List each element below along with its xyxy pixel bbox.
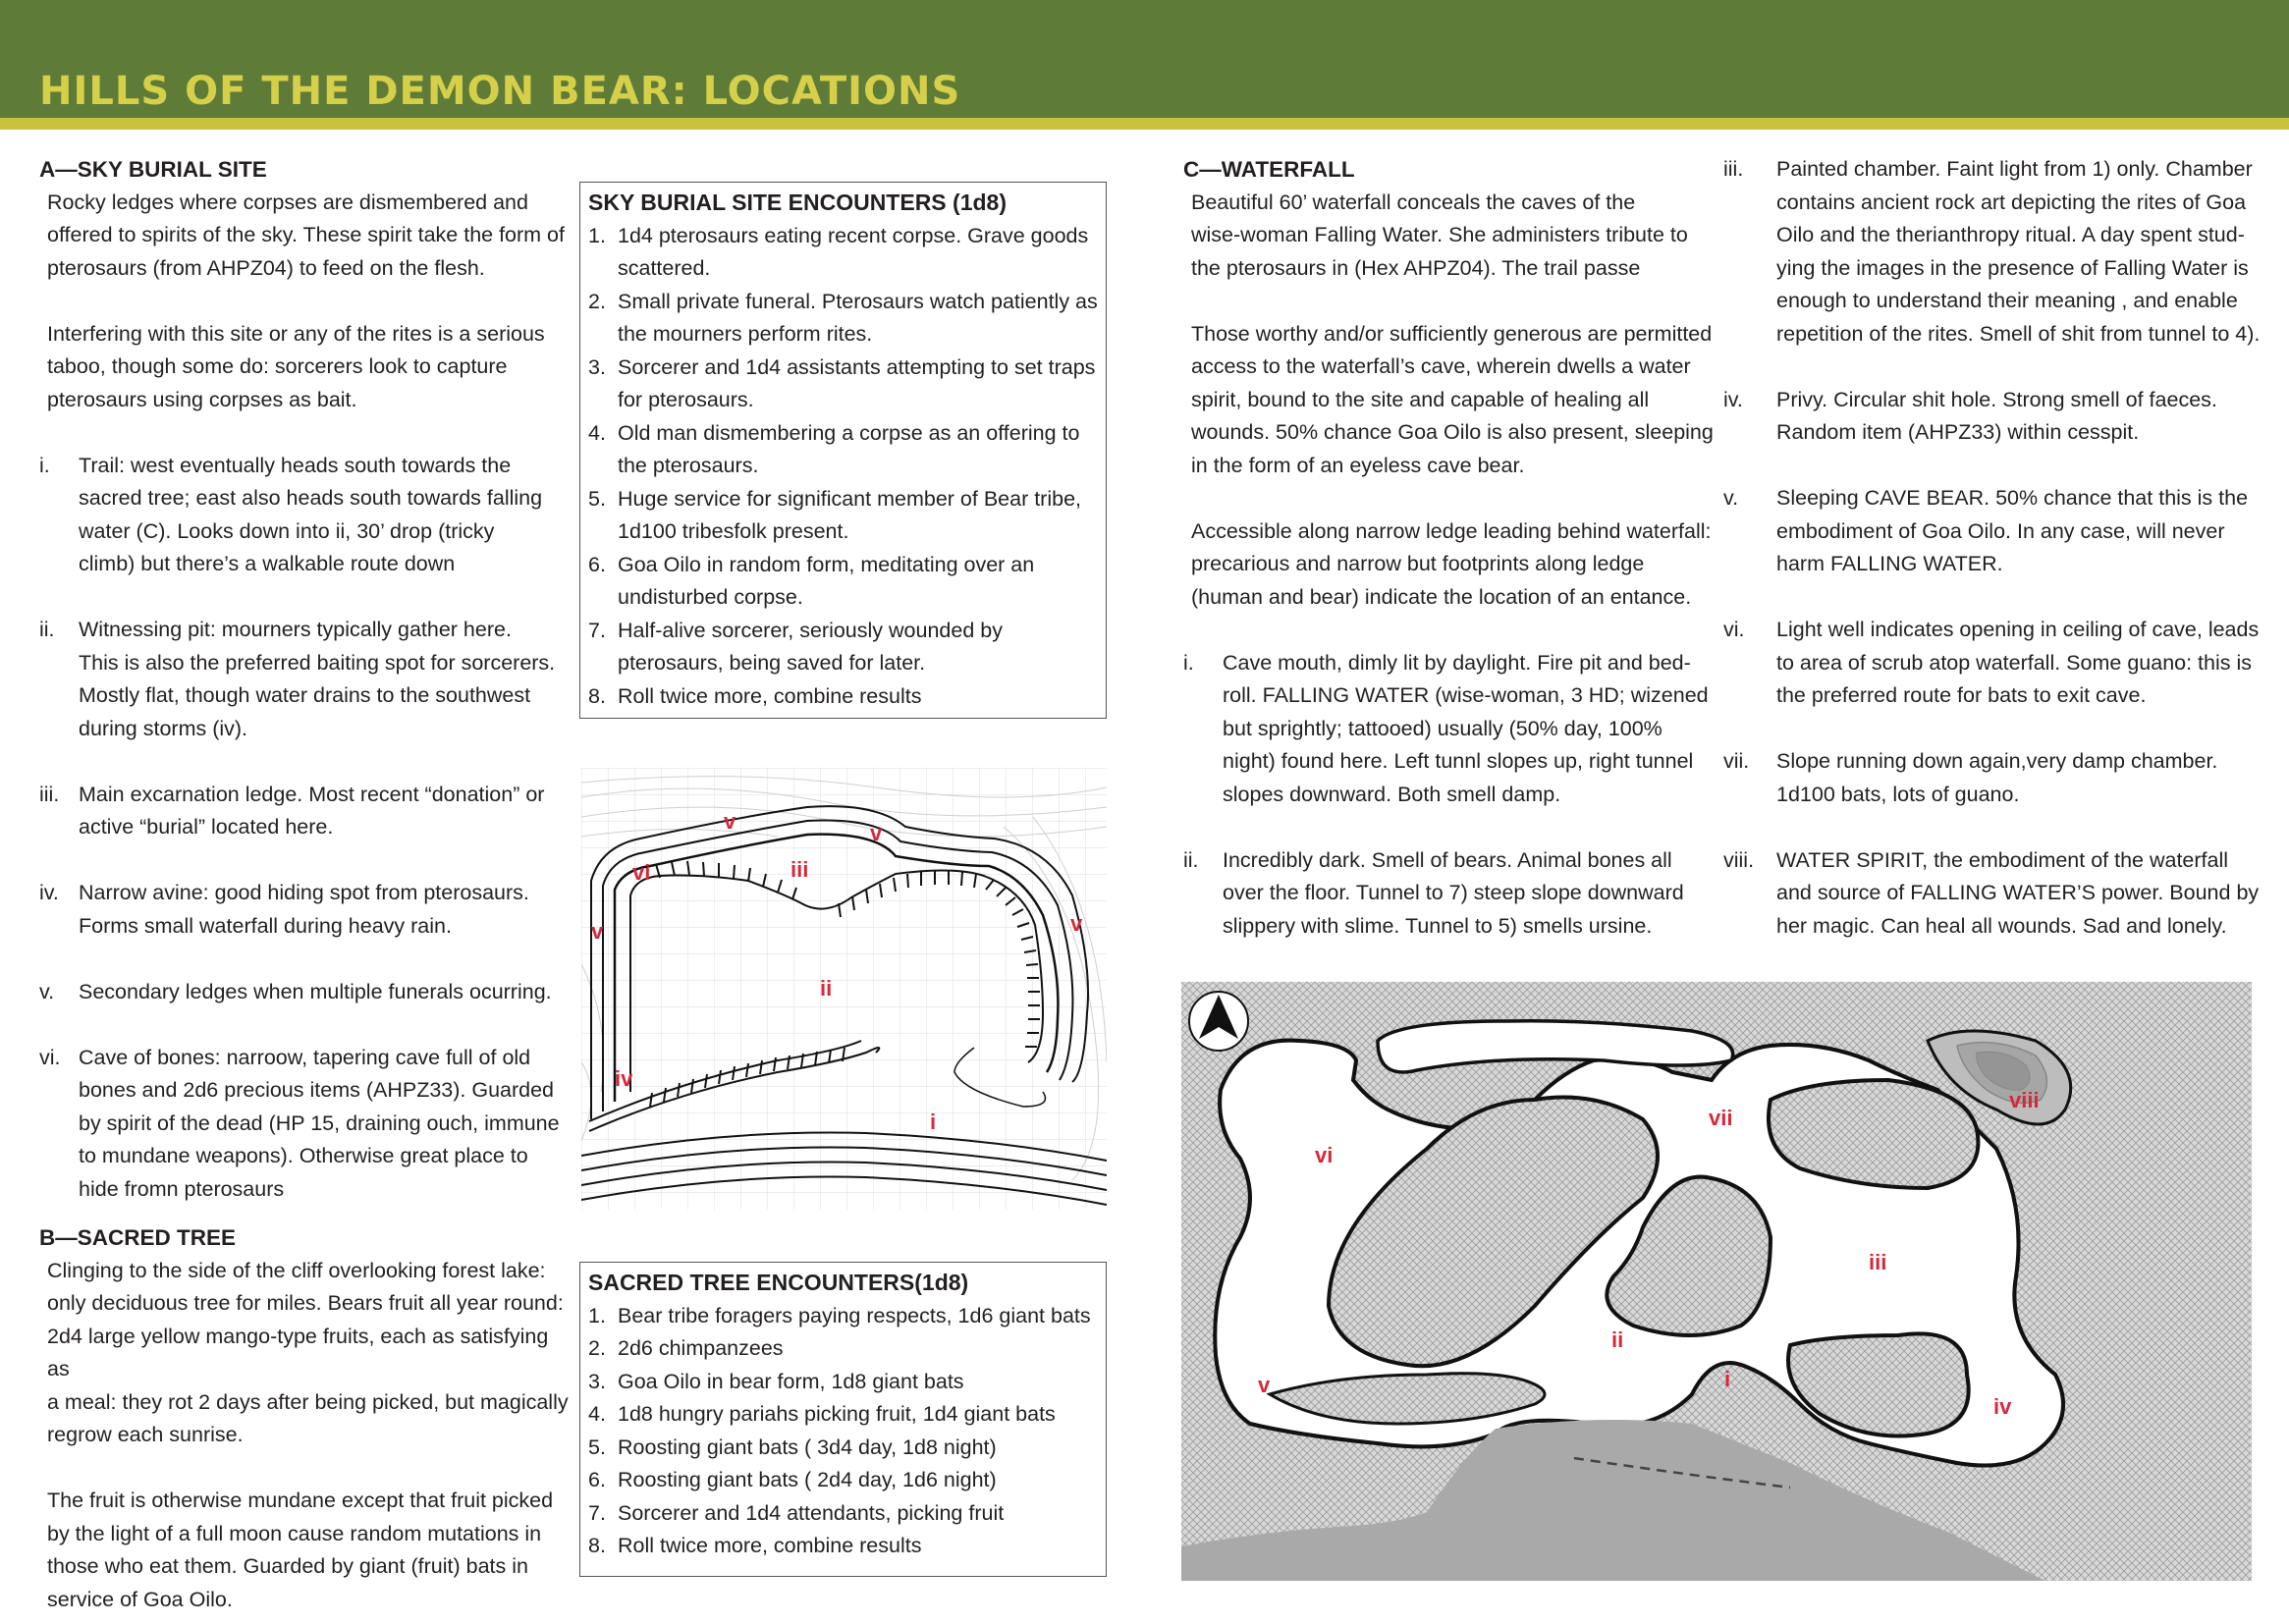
list-item-line: 1d4 pterosaurs eating recent corpse. Grave goods	[618, 223, 1089, 247]
list-item	[1723, 614, 2273, 713]
text-line: Those worthy and/or sufficiently generous are permitted	[1191, 321, 1713, 346]
text-line: taboo, though some do: sorcerers look to capture	[47, 354, 508, 378]
sky-burial-encounters-box	[579, 182, 1107, 719]
list-item-line: to area of scrub atop waterfall. Some guano: this is	[1776, 650, 2253, 675]
map-label-vi: vi	[632, 860, 651, 885]
list-item-number: v.	[39, 979, 55, 1003]
list-item-number: ii.	[1183, 847, 1199, 872]
map-label-i: i	[930, 1110, 937, 1134]
list-item	[39, 450, 570, 581]
list-item-line: Main excarnation ledge. Most recent “donation” or	[79, 782, 545, 806]
list-item	[588, 417, 1098, 483]
list-item-line: Random item (AHPZ33) within cesspit.	[1776, 420, 2140, 444]
map-label-v: v	[870, 821, 883, 845]
list-item-line: to mundane weapons). Otherwise great place to	[79, 1144, 528, 1167]
list-item-number: 2.	[588, 1336, 606, 1360]
list-item-number: 3.	[588, 1369, 606, 1393]
tree-encounters-title: SACRED TREE ENCOUNTERS(1d8)	[588, 1270, 969, 1295]
list-item-number: iv.	[1723, 387, 1743, 411]
text-line: by the light of a full moon cause random mutations in	[47, 1521, 542, 1545]
list-item-line: Sleeping CAVE BEAR. 50% chance that this is the	[1776, 486, 2249, 510]
list-item-number: 1.	[588, 1303, 606, 1327]
map-label-ii: ii	[820, 976, 833, 1001]
list-item	[1723, 482, 2273, 581]
list-item-number: 6.	[588, 1468, 606, 1491]
list-item-line: Sorcerer and 1d4 attendants, picking fruit	[618, 1500, 1005, 1525]
section-c-para3	[1183, 515, 1714, 615]
list-item-line: but sprightly; tattooed) usually (50% day, 100%	[1223, 716, 1662, 740]
list-item-number: iv.	[39, 881, 59, 904]
map-label-viii: viii	[2009, 1088, 2040, 1112]
section-c-heading: C—WATERFALL	[1183, 157, 1355, 182]
list-item-number: 7.	[588, 618, 606, 642]
text-line: service of Goa Oilo.	[47, 1587, 233, 1611]
text-line: Accessible along narrow ledge leading behind waterfall:	[1191, 518, 1712, 543]
list-item-number: v.	[1723, 486, 1739, 510]
map-label-v: v	[1258, 1373, 1271, 1397]
list-item-line: night) found here. Left tunnl slopes up, right tunnel	[1223, 749, 1694, 773]
text-line: (human and bear) indicate the location of an entance.	[1191, 584, 1692, 609]
map-label-iv: iv	[1993, 1394, 2012, 1419]
section-b-heading: B—SACRED TREE	[39, 1225, 237, 1250]
list-item-number: 8.	[588, 683, 606, 708]
map-label-iii: iii	[790, 857, 809, 882]
list-item	[1723, 153, 2273, 351]
list-item-line: Privy. Circular shit hole. Strong smell of faeces.	[1776, 387, 2217, 411]
list-item	[588, 1432, 1098, 1465]
list-item-line: hide fromn pterosaurs	[79, 1176, 285, 1201]
list-item-number: i.	[39, 453, 50, 477]
list-item-line: Narrow avine: good hiding spot from pterosaurs.	[79, 881, 529, 904]
list-item-line: Incredibly dark. Smell of bears. Animal bones all	[1223, 847, 1672, 872]
list-item-number: ii.	[39, 618, 55, 641]
list-item-line: climb) but there’s a walkable route down	[79, 552, 456, 575]
list-item	[588, 1300, 1098, 1333]
list-item-line: her magic. Can heal all wounds. Sad and lonely.	[1776, 913, 2227, 938]
list-item-line: roll. FALLING WATER (wise-woman, 3 HD; wizened	[1223, 683, 1709, 707]
list-item-line: Small private funeral. Pterosaurs watch patiently as	[618, 289, 1098, 313]
list-item	[1723, 745, 2273, 811]
sky-burial-site-map	[581, 768, 1107, 1210]
list-item-number: i.	[1183, 650, 1194, 675]
text-line: wise-woman Falling Water. She administers tribute to	[1191, 223, 1688, 246]
text-line: spirit, bound to the site and capable of healing all	[1191, 387, 1650, 411]
list-item-line: scattered.	[618, 256, 711, 280]
list-item-line: Painted chamber. Faint light from 1) only. Chamber	[1776, 157, 2253, 181]
text-line: 2d4 large yellow mango-type fruits, each as satisfying as	[47, 1324, 549, 1380]
list-item	[1183, 844, 1714, 944]
list-item-number: 5.	[588, 1435, 606, 1459]
list-item	[39, 976, 570, 1009]
column-left	[39, 153, 570, 1616]
list-item-line: 1d100 bats, lots of guano.	[1776, 782, 2020, 806]
list-item	[39, 779, 570, 844]
list-item	[588, 483, 1098, 549]
list-item	[1183, 647, 1714, 812]
list-item-line: the mourners perform rites.	[618, 322, 873, 346]
list-item-number: 4.	[588, 420, 606, 445]
list-item-line: enough to understand their meaning , and enable	[1776, 289, 2238, 312]
text-line: The fruit is otherwise mundane except that fruit picked	[47, 1489, 554, 1512]
list-item-line: Huge service for significant member of Bear tribe,	[618, 486, 1082, 511]
list-item-line: Roosting giant bats ( 2d4 day, 1d6 night)	[618, 1468, 997, 1491]
column-middle-right	[1183, 153, 1714, 943]
list-item-line: Cave mouth, dimly lit by daylight. Fire pit and bed-	[1223, 650, 1691, 675]
list-item	[588, 1530, 1098, 1563]
list-item-line: Roll twice more, combine results	[618, 1534, 922, 1557]
list-item-line: pterosaurs, being saved for later.	[618, 651, 926, 675]
list-item-line: embodiment of Goa Oilo. In any case, will never	[1776, 518, 2225, 543]
list-item-line: Goa Oilo in random form, meditating over an	[618, 552, 1035, 576]
list-item-line: during storms (iv).	[79, 716, 248, 740]
section-a-list	[39, 450, 570, 1207]
list-item	[588, 1497, 1098, 1531]
map-label-iv: iv	[615, 1066, 633, 1091]
list-item	[1723, 844, 2273, 944]
section-b-para2	[39, 1485, 570, 1616]
list-item	[588, 680, 1098, 714]
list-item-line: and source of FALLING WATER’S power. Bound by	[1776, 881, 2260, 904]
text-line: regrow each sunrise.	[47, 1423, 244, 1446]
list-item-line: active “burial” located here.	[79, 815, 334, 839]
list-item	[39, 614, 570, 745]
list-item	[39, 877, 570, 943]
text-line: a meal: they rot 2 days after being picked, but magically	[47, 1389, 569, 1414]
list-item-line: slippery with slime. Tunnel to 5) smells ursine.	[1223, 913, 1653, 938]
list-item	[1723, 384, 2273, 450]
list-item-number: vi.	[39, 1045, 61, 1069]
list-item	[588, 1366, 1098, 1399]
list-item-line: Secondary ledges when multiple funerals ocurring.	[79, 979, 552, 1003]
list-item-number: viii.	[1723, 847, 1755, 872]
waterfall-cave-map	[1181, 982, 2252, 1581]
section-a-heading: A—SKY BURIAL SITE	[39, 157, 267, 182]
tree-encounters-list	[588, 1300, 1098, 1563]
list-item-number: iii.	[39, 782, 60, 806]
list-item-line: Slope running down again,very damp chamber.	[1776, 749, 2218, 773]
map-label-vi: vi	[1315, 1143, 1334, 1167]
list-item	[39, 1042, 570, 1207]
text-line: precarious and narrow but footprints along ledge	[1191, 552, 1645, 575]
map-label-v: v	[1070, 911, 1083, 936]
list-item-line: slopes downward. Both smell damp.	[1223, 782, 1561, 806]
list-item-line: by spirit of the dead (HP 15, draining ouch, immune	[79, 1110, 560, 1135]
list-item-line: Old man dismembering a corpse as an offering to	[618, 420, 1080, 445]
section-a-para1	[39, 187, 570, 286]
list-item-number: 7.	[588, 1500, 606, 1525]
text-line: Interfering with this site or any of the rites is a serious	[47, 321, 545, 346]
text-line: wounds. 50% chance Goa Oilo is also present, sleeping	[1191, 420, 1714, 444]
list-item-line: This is also the preferred baiting spot for sorcerers.	[79, 650, 556, 675]
list-item-line: WATER SPIRIT, the embodiment of the waterfall	[1776, 847, 2229, 872]
section-c-list	[1183, 647, 1714, 944]
list-item	[588, 549, 1098, 615]
text-line: Beautiful 60’ waterfall conceals the caves of the	[1191, 189, 1636, 214]
list-item	[588, 286, 1098, 352]
list-item-line: 1d8 hungry pariahs picking fruit, 1d4 giant bats	[618, 1402, 1056, 1426]
list-item-line: repetition of the rites. Smell of shit from tunnel to 4).	[1776, 321, 2261, 346]
list-item	[588, 1464, 1098, 1497]
list-item	[588, 1398, 1098, 1432]
list-item-number: vii.	[1723, 749, 1750, 773]
section-b-para1	[39, 1255, 570, 1452]
list-item-line: Sorcerer and 1d4 assistants attempting to set traps	[618, 354, 1096, 379]
list-item-line: Mostly flat, though water drains to the southwest	[79, 683, 531, 707]
list-item-number: 6.	[588, 552, 606, 576]
list-item	[588, 1332, 1098, 1366]
text-line: in the form of an eyeless cave bear.	[1191, 453, 1525, 477]
column-right	[1723, 153, 2273, 943]
list-item-line: Forms small waterfall during heavy rain.	[79, 913, 452, 938]
map-label-iii: iii	[1869, 1250, 1887, 1274]
list-item-number: 2.	[588, 289, 606, 313]
list-item-line: 2d6 chimpanzees	[618, 1336, 784, 1360]
page-title: HILLS OF THE DEMON BEAR: LOCATIONS	[39, 69, 961, 114]
list-item-line: Roosting giant bats ( 3d4 day, 1d8 night)	[618, 1435, 997, 1459]
section-c-para2	[1183, 318, 1714, 483]
list-item-number: iii.	[1723, 157, 1744, 181]
list-item-number: 4.	[588, 1402, 606, 1426]
north-arrow-icon	[1189, 992, 1248, 1051]
text-line: those who eat them. Guarded by giant (fruit) bats in	[47, 1554, 528, 1578]
list-item-line: sacred tree; east also heads south towards falling	[79, 486, 543, 510]
list-item-line: for pterosaurs.	[618, 388, 754, 411]
list-item-number: 1.	[588, 223, 606, 247]
list-item-line: Goa Oilo in bear form, 1d8 giant bats	[618, 1369, 964, 1393]
text-line: pterosaurs (from AHPZ04) to feed on the flesh.	[47, 255, 485, 280]
list-item-line: the pterosaurs.	[618, 454, 759, 477]
list-item-line: water (C). Looks down into ii, 30’ drop (tricky	[79, 518, 495, 543]
list-item-line: Cave of bones: narroow, tapering cave full of old	[79, 1045, 531, 1069]
list-item-line: bones and 2d6 precious items (AHPZ33). Guarded	[79, 1078, 555, 1102]
text-line: Clinging to the side of the cliff overlooking forest lake:	[47, 1258, 546, 1282]
text-line: pterosaurs using corpses as bait.	[47, 387, 357, 411]
list-item-line: ying the images in the presence of Falling Water is	[1776, 255, 2249, 280]
text-line: Rocky ledges where corpses are dismembered and	[47, 189, 528, 214]
list-item-line: Oilo and the therianthropy ritual. A day spent stud-	[1776, 223, 2245, 246]
text-line: offered to spirits of the sky. These spirit take the form of	[47, 223, 565, 246]
section-c-right-list	[1723, 153, 2273, 943]
sky-encounters-title: SKY BURIAL SITE ENCOUNTERS (1d8)	[588, 189, 1007, 215]
list-item-line: over the floor. Tunnel to 7) steep slope downward	[1223, 881, 1684, 904]
text-line: only deciduous tree for miles. Bears fruit all year round:	[47, 1291, 564, 1315]
list-item	[588, 352, 1098, 417]
list-item-line: Light well indicates opening in ceiling of cave, leads	[1776, 618, 2260, 641]
sacred-tree-encounters-box	[579, 1262, 1107, 1577]
list-item-line: Half-alive sorcerer, seriously wounded by	[618, 618, 1003, 642]
sky-encounters-list	[588, 220, 1098, 714]
list-item-line: contains ancient rock art depicting the rites of Goa	[1776, 189, 2247, 214]
list-item-line: undisturbed corpse.	[618, 585, 803, 609]
list-item-number: vi.	[1723, 618, 1745, 641]
text-line: access to the waterfall’s cave, wherein dwells a water	[1191, 354, 1691, 378]
list-item	[588, 220, 1098, 286]
list-item-line: Trail: west eventually heads south towards the	[79, 453, 512, 477]
map-label-ii: ii	[1611, 1327, 1624, 1352]
section-c-para1	[1183, 187, 1714, 286]
list-item	[588, 615, 1098, 680]
list-item-number: 8.	[588, 1534, 606, 1557]
section-a-para2	[39, 318, 570, 417]
list-item-line: 1d100 tribesfolk present.	[618, 519, 849, 543]
list-item-number: 5.	[588, 486, 606, 511]
list-item-line: Roll twice more, combine results	[618, 683, 922, 708]
list-item-line: harm FALLING WATER.	[1776, 552, 2003, 575]
list-item-line: the preferred route for bats to exit cave.	[1776, 683, 2147, 707]
map-label-v: v	[591, 919, 604, 944]
list-item-line: Witnessing pit: mourners typically gather here.	[79, 618, 512, 641]
map-label-vii: vii	[1709, 1106, 1733, 1130]
map-label-i: i	[1724, 1367, 1731, 1391]
list-item-line: Bear tribe foragers paying respects, 1d6 giant bats	[618, 1303, 1091, 1327]
header-stripe	[0, 118, 2289, 130]
text-line: the pterosaurs in (Hex AHPZ04). The trail passe	[1191, 255, 1641, 280]
list-item-number: 3.	[588, 354, 606, 379]
map-label-v: v	[724, 809, 736, 834]
